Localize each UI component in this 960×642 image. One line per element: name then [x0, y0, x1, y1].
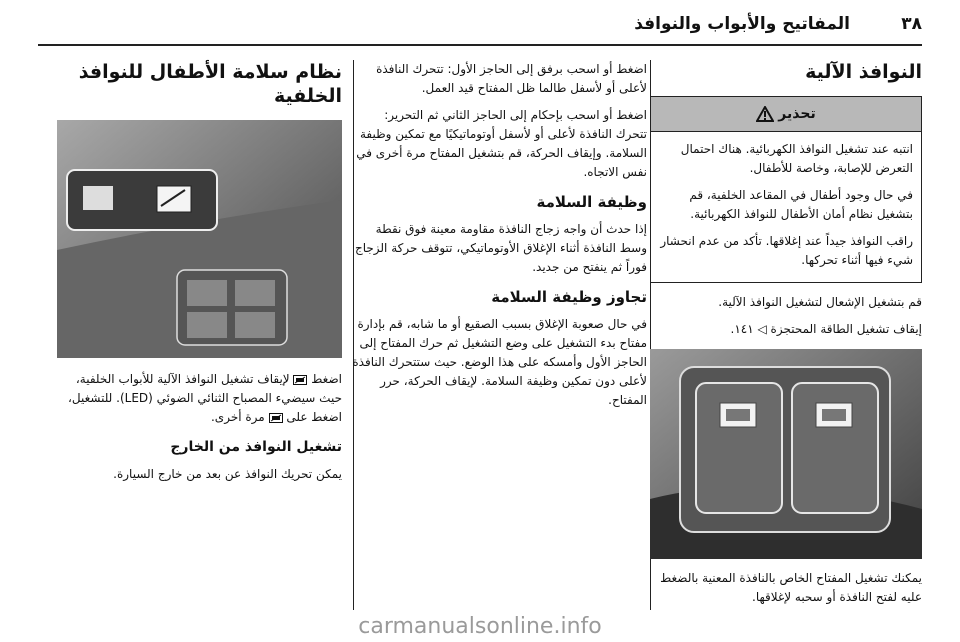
page-number: ٣٨: [901, 14, 922, 34]
warning-header: [651, 97, 921, 132]
paragraph-second-detent: اضغط أو اسحب بإحكام إلى الحاجز الثاني ثم التحرير: تتحرك النافذة لأعلى أو لأسفل أوتوماتيكيًا مع تمكين وظيفة السلامة. وإيقاف الحركة، قم بتشغيل المفتاح مرة أخرى في نفس الاتجاه.: [356, 108, 647, 179]
column-child-safety: [57, 60, 342, 492]
warning-box: [650, 96, 922, 283]
section-title-child-safety: نظام سلامة الأطفال للنوافذ الخلفية: [78, 61, 342, 107]
paragraph-remote-operation: يمكن تحريك النوافذ عن بعد من خارج السيارة.: [113, 467, 342, 481]
column-window-operation: [351, 60, 647, 418]
watermark-text: carmanualsonline.info: [358, 614, 602, 639]
warning-paragraph: راقب النوافذ جيداً عند إغلاقها. تأكد من عدم انحشار شيء فيها أثناء تحركها.: [660, 234, 913, 267]
page-header: [0, 0, 960, 50]
chapter-title: المفاتيح والأبواب والنوافذ: [634, 14, 850, 34]
header-rule: [38, 44, 922, 46]
paragraph-safety-function: إذا حدث أن واجه زجاج النافذة مقاومة معينة فوق نقطة وسط النافذة أثناء الإغلاق الأوتوماتيكي، تتوقف حركة الزجاج فوراً ثم ينفتح من جديد.: [354, 222, 647, 274]
paragraph-ignition: قم بتشغيل الإشعال لتشغيل النوافذ الآلية.: [718, 295, 922, 309]
paragraph-switch-operation: يمكنك تشغيل المفتاح الخاص بالنافذة المعنية بالضغط عليه لفتح النافذة أو سحبه لإغلاقها.: [660, 571, 922, 604]
paragraph-override-safety: في حال صعوبة الإغلاق بسبب الصقيع أو ما شابه، قم بإدارة مفتاح بدء التشغيل على وضع التشغيل ثم حرك المفتاح إلى الحاجز الأول وأمسكه على هذا الوضع. حيث ستتحرك النافذة لأعلى دون تمكين وظيفة السلامة. لإيقاف الحركة، حرر المفتاح.: [352, 317, 647, 407]
window-switch-photo: [650, 349, 922, 559]
warning-label: تحذير: [778, 106, 816, 122]
section-title-power-windows: النوافذ الآلية: [805, 61, 922, 83]
heading-remote-operation: تشغيل النوافذ من الخارج: [170, 439, 342, 455]
child-lock-button-icon: [269, 413, 283, 423]
child-lock-photo: [57, 120, 342, 358]
heading-override-safety: تجاوز وظيفة السلامة: [491, 288, 647, 306]
warning-triangle-icon: [756, 106, 774, 122]
window-switch-illustration: [650, 349, 922, 559]
paragraph-retained-power: إيقاف تشغيل الطاقة المحتجزة ◁ ١٤١.: [730, 322, 922, 336]
page-footer: [0, 614, 960, 642]
column-power-windows: [650, 60, 922, 615]
child-lock-illustration: [57, 120, 342, 358]
heading-safety-function: وظيفة السلامة: [536, 193, 647, 211]
paragraph-child-lock: اضغط لإيقاف تشغيل النوافذ الآلية للأبواب الخلفية، حيث سيضيء المصباح الثنائي الضوئي (LED). للتشغيل، اضغط على مرة أخرى.: [68, 372, 342, 424]
paragraph-first-detent: اضغط أو اسحب برفق إلى الحاجز الأول: تتحرك النافذة لأعلى أو لأسفل طالما ظل المفتاح قيد العمل.: [376, 62, 647, 95]
warning-paragraph: في حال وجود أطفال في المقاعد الخلفية، قم بتشغيل نظام أمان الأطفال للنوافذ الكهربائية.: [689, 188, 913, 221]
warning-paragraph: انتبه عند تشغيل النوافذ الكهربائية. هناك احتمال التعرض للإصابة، وخاصة للأطفال.: [680, 142, 913, 175]
child-lock-button-icon: [293, 375, 307, 385]
